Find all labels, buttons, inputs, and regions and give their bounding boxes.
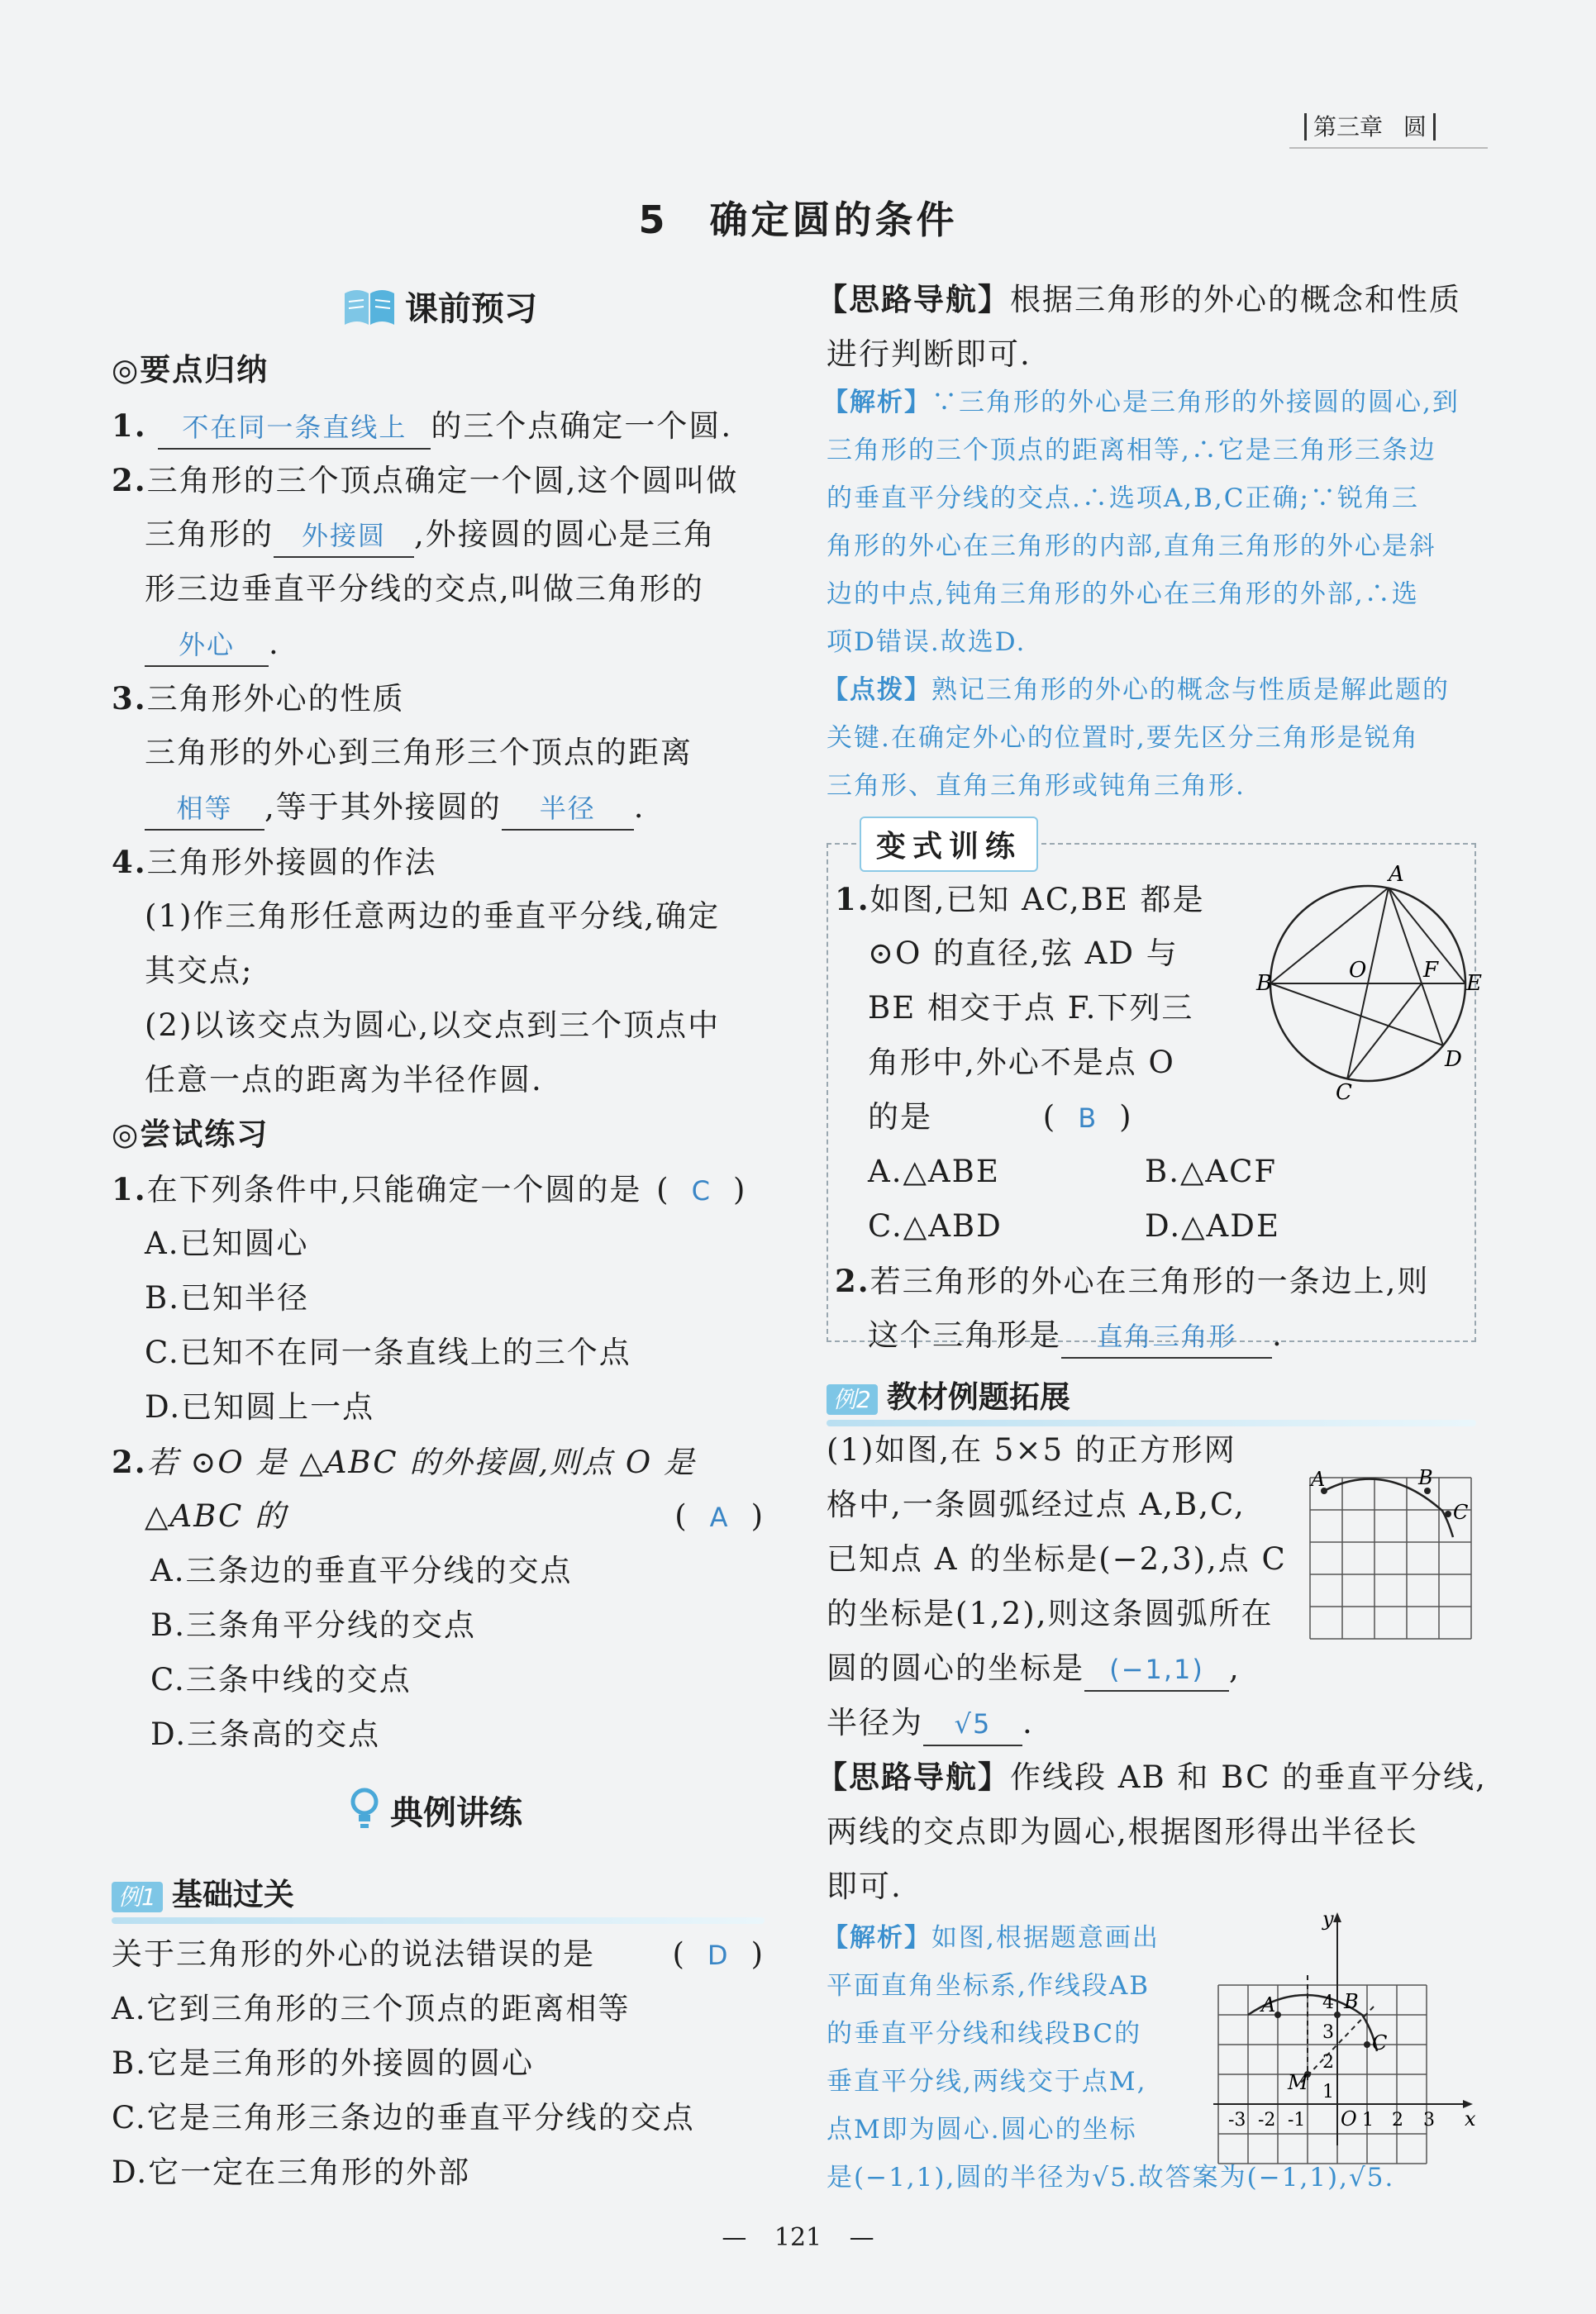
point-1-num: 1. — [112, 407, 147, 444]
v1-line-4: 角形中,外心不是点 O — [868, 1045, 1175, 1080]
point-2-end: . — [269, 626, 280, 661]
chapter-label: 第三章 — [1304, 113, 1383, 140]
ex2-line-6 — [827, 1696, 1034, 1750]
v1-line-2: ⊙O 的直径,弦 AD 与 — [868, 936, 1179, 971]
x-tick-neg2: -2 — [1258, 2110, 1276, 2131]
page-title — [0, 190, 1596, 245]
ex1-option-d: D.它一定在三角形的外部 — [112, 2154, 471, 2190]
q2-option-c: C.三条中线的交点 — [150, 1662, 412, 1697]
point-3-title — [112, 671, 405, 726]
ex1-text: 关于三角形的外心的说法错误的是 — [112, 1936, 595, 1972]
solution-2-line-3: 的垂直平分线和线段BC的 — [827, 2019, 1142, 2049]
v1-line-3: BE 相交于点 F.下列三 — [868, 990, 1194, 1026]
point-3-num: 3. — [112, 680, 147, 717]
arc-abc — [1324, 1479, 1453, 1537]
v2-line-2 — [868, 1308, 1284, 1363]
solution-2-label: 【解析】 — [822, 1923, 931, 1953]
nav-1-text: 根据三角形的外心的概念和性质 — [1010, 282, 1461, 317]
example-1-title: 基础过关 — [171, 1877, 294, 1912]
q2-answer: A — [709, 1502, 730, 1533]
nav-2-text-1: 作线段 AB 和 BC 的垂直平分线, — [1010, 1759, 1487, 1795]
tip-label: 【点拨】 — [822, 675, 931, 705]
axis-label-y: y — [1322, 1907, 1334, 1931]
tip-line-1 — [822, 666, 1450, 714]
coord-label-b: B — [1344, 1990, 1359, 2013]
example-1-bar — [112, 1917, 765, 1924]
variant-title — [860, 817, 1038, 872]
nav-1-line-2: 进行判断即可. — [827, 336, 1031, 372]
tip-line-2: 关键.在确定外心的位置时,要先区分三角形是锐角 — [827, 723, 1419, 753]
x-tick-3: 3 — [1423, 2110, 1435, 2131]
point-4-line-2: 其交点; — [145, 953, 254, 988]
coord-point-c — [1364, 2041, 1370, 2048]
axis-label-x: x — [1465, 2107, 1476, 2131]
nav-2-line-2: 两线的交点即为圆心,根据图形得出半径长 — [827, 1814, 1418, 1850]
solution-1-line-4: 角形的外心在三角形的内部,直角三角形的外心是斜 — [827, 531, 1436, 561]
v2-text-1: 若三角形的外心在三角形的一条边上,则 — [869, 1264, 1430, 1299]
grid-lines — [1310, 1478, 1471, 1639]
q1-num: 1. — [112, 1171, 147, 1207]
solution-1-line-2: 三角形的三个顶点的距离相等,∴它是三角形三条边 — [827, 436, 1436, 465]
point-1-answer: 不在同一条直线上 — [158, 407, 431, 450]
label-d: D — [1445, 1047, 1462, 1072]
q1-text: 在下列条件中,只能确定一个圆的是 — [146, 1172, 642, 1207]
x-tick-2: 2 — [1392, 2110, 1403, 2131]
point-3-end: . — [633, 789, 646, 825]
solution-1-line-1 — [822, 379, 1460, 426]
solution-2-line-5: 点M即为圆心.圆心的坐标 — [827, 2115, 1137, 2145]
solution-2-line-4: 垂直平分线,两线交于点M, — [827, 2067, 1147, 2097]
point-1 — [112, 398, 732, 454]
point-2-text-1: 三角形的三个顶点确定一个圆,这个圆叫做 — [146, 463, 739, 498]
solution-2-text-1: 如图,根据题意画出 — [931, 1923, 1160, 1953]
x-tick-1: 1 — [1362, 2110, 1374, 2131]
v1-text-1: 如图,已知 AC,BE 都是 — [869, 882, 1205, 917]
ex2-answer-1: (−1,1) — [1084, 1649, 1229, 1692]
q1-option-b: B.已知半径 — [145, 1280, 309, 1316]
solution-1-label: 【解析】 — [822, 388, 931, 417]
point-3-line-2 — [145, 780, 646, 835]
q1-option-c: C.已知不在同一条直线上的三个点 — [145, 1335, 631, 1370]
v1-line-1 — [835, 872, 1205, 927]
point-3-title-text: 三角形外心的性质 — [146, 681, 405, 717]
point-4-title — [112, 835, 437, 890]
q1-answer: C — [691, 1175, 712, 1207]
point-4-line-4: 任意一点的距离为半径作圆. — [145, 1062, 543, 1097]
point-2-line-1 — [112, 453, 738, 508]
circle-figure — [1256, 862, 1482, 1105]
point-3-answer-1: 相等 — [145, 788, 264, 831]
examples-heading-text: 典例讲练 — [390, 1793, 522, 1832]
point-3-text-2: ,等于其外接圆的 — [264, 789, 502, 825]
y-tick-1: 1 — [1322, 2082, 1334, 2102]
q2-option-b: B.三条角平分线的交点 — [150, 1607, 476, 1643]
point-4-line-3: (2)以该交点为圆心,以交点到三个顶点中 — [145, 1007, 721, 1043]
label-b: B — [1256, 971, 1273, 996]
example-2-tag: 例2 — [827, 1384, 878, 1415]
label-o: O — [1349, 958, 1367, 983]
point-2-line-4 — [145, 617, 280, 671]
point-4-num: 4. — [112, 844, 147, 880]
v1-answer: B — [1078, 1102, 1098, 1134]
tip-text-1: 熟记三角形的外心的概念与性质是解此题的 — [931, 675, 1450, 705]
variant-title-text: 变式训练 — [876, 830, 1022, 864]
solution-2-line-6: 是(−1,1),圆的半径为√5.故答案为(−1,1),√5. — [827, 2163, 1395, 2193]
practice-q1: 1.在下列条件中,只能确定一个圆的是 ( C ) — [112, 1171, 747, 1207]
v2-num: 2. — [835, 1263, 870, 1299]
coord-label-m: M — [1288, 2071, 1308, 2094]
chapter-topic: 圆 — [1403, 113, 1436, 140]
ex1-answer: D — [707, 1940, 730, 1971]
solution-2-line-1 — [822, 1914, 1160, 1962]
key-points-title: ◎要点归纳 — [112, 352, 269, 388]
q2-text-2: △ABC 的 — [145, 1498, 288, 1534]
point-3-line-1: 三角形的外心到三角形三个顶点的距离 — [145, 735, 693, 770]
point-2-answer-2: 外心 — [145, 624, 269, 667]
ex2-line-3: 已知点 A 的坐标是(−2,3),点 C — [827, 1541, 1287, 1577]
v1-option-d: D.△ADE — [1145, 1208, 1280, 1244]
axis-label-origin: O — [1341, 2107, 1357, 2131]
point-2-num: 2. — [112, 462, 147, 498]
ex2-answer-2: √5 — [923, 1703, 1022, 1746]
y-tick-2: 2 — [1322, 2052, 1334, 2073]
label-c: C — [1336, 1080, 1352, 1105]
ex1-option-a: A.它到三角形的三个顶点的距离相等 — [112, 1991, 631, 2026]
ex2-line-2: 格中,一条圆弧经过点 A,B,C, — [827, 1487, 1246, 1522]
v1-text-5: 的是 — [868, 1099, 932, 1135]
y-tick-3: 3 — [1322, 2022, 1334, 2043]
v1-option-c: C.△ABD — [868, 1208, 1003, 1244]
coordinate-figure — [1212, 1909, 1476, 2149]
nav-2-label: 【思路导航】 — [817, 1759, 1010, 1795]
solution-1-line-3: 的垂直平分线的交点.∴选项A,B,C正确;∵锐角三 — [827, 483, 1419, 513]
label-e: E — [1466, 971, 1482, 996]
ex2-text-6: 半径为 — [827, 1705, 923, 1740]
preview-heading-text: 课前预习 — [405, 290, 537, 328]
lightbulb-icon — [347, 1785, 382, 1835]
ex1-option-b: B.它是三角形的外接圆的圆心 — [112, 2045, 534, 2081]
solution-1-text-1: ∵三角形的外心是三角形的外接圆的圆心,到 — [931, 388, 1460, 417]
point-3-answer-2: 半径 — [502, 788, 634, 831]
example-1-tag: 例1 — [112, 1882, 163, 1912]
ex2-text-6-end: . — [1022, 1705, 1034, 1740]
q1-option-a: A.已知圆心 — [145, 1226, 309, 1261]
x-tick-neg3: -3 — [1228, 2110, 1246, 2131]
grid-label-b: B — [1418, 1466, 1433, 1489]
nav-1-line-1 — [817, 273, 1461, 327]
grid-figure — [1306, 1461, 1479, 1643]
header-rule — [1289, 147, 1488, 149]
section-title: 确定圆的条件 — [709, 198, 958, 242]
ex2-text-5-end: , — [1229, 1650, 1241, 1686]
q2-option-a: A.三条边的垂直平分线的交点 — [150, 1553, 573, 1588]
point-2-line-3: 形三边垂直平分线的交点,叫做三角形的 — [145, 571, 704, 607]
q2-num: 2. — [112, 1444, 147, 1480]
point-4-title-text: 三角形外接圆的作法 — [146, 845, 437, 880]
point-c — [1445, 1511, 1451, 1517]
point-2-answer-1: 外接圆 — [274, 515, 414, 558]
v1-option-b: B.△ACF — [1145, 1154, 1278, 1189]
nav-2-line-3: 即可. — [827, 1869, 903, 1904]
label-a: A — [1389, 862, 1404, 887]
v2-end: . — [1272, 1317, 1284, 1353]
v1-num: 1. — [835, 881, 870, 917]
v2-line-1 — [835, 1254, 1429, 1309]
section-number: 5 — [638, 198, 669, 242]
point-1-text: 的三个点确定一个圆. — [431, 408, 733, 444]
page-footer: — 121 — — [722, 2223, 874, 2252]
coord-label-c: C — [1372, 2031, 1388, 2055]
solution-1-line-5: 边的中点,钝角三角形的外心在三角形的外部,∴选 — [827, 579, 1419, 609]
v2-answer: 直角三角形 — [1061, 1316, 1272, 1359]
grid-label-a: A — [1311, 1468, 1326, 1491]
preview-heading — [341, 283, 537, 330]
ex2-line-4: 的坐标是(1,2),则这条圆弧所在 — [827, 1596, 1274, 1631]
nav-2-line-1 — [817, 1750, 1487, 1805]
ex1-option-c: C.它是三角形三条边的垂直平分线的交点 — [112, 2100, 695, 2135]
grid-label-c: C — [1453, 1501, 1469, 1524]
v2-text-2: 这个三角形是 — [868, 1317, 1061, 1353]
nav-1-label: 【思路导航】 — [817, 282, 1010, 317]
tip-line-3: 三角形、直角三角形或钝角三角形. — [827, 771, 1246, 801]
example-1-question: 关于三角形的外心的说法错误的是 ( D ) — [112, 1936, 765, 1972]
y-axis-arrow — [1333, 1912, 1341, 1922]
coord-label-a: A — [1261, 1993, 1276, 2016]
ex2-line-1: (1)如图,在 5×5 的正方形网 — [827, 1432, 1236, 1468]
practice-q2 — [112, 1435, 696, 1490]
point-2-text-2a: 三角形的 — [145, 517, 274, 552]
point-2-line-2 — [145, 507, 716, 562]
examples-heading — [347, 1785, 522, 1835]
example-2-title: 教材例题拓展 — [886, 1379, 1070, 1415]
solution-1-line-6: 项D错误.故选D. — [827, 627, 1027, 657]
practice-q2-line-2: △ABC 的 ( A ) — [145, 1498, 765, 1534]
v1-option-a: A.△ABE — [868, 1154, 1000, 1189]
q1-option-d: D.已知圆上一点 — [145, 1389, 375, 1425]
example-1-header — [112, 1869, 765, 1924]
point-4-line-1: (1)作三角形任意两边的垂直平分线,确定 — [145, 898, 721, 934]
q2-option-d: D.三条高的交点 — [150, 1716, 381, 1752]
ex2-line-5 — [827, 1641, 1241, 1696]
coord-point-b — [1334, 2012, 1341, 2018]
label-f: F — [1423, 958, 1439, 983]
practice-title: ◎尝试练习 — [112, 1117, 269, 1152]
point-2-text-2b: ,外接圆的圆心是三角 — [414, 517, 716, 552]
page-number: 121 — [774, 2223, 822, 2252]
solution-2-line-2: 平面直角坐标系,作线段AB — [827, 1971, 1151, 2001]
example-2-header — [827, 1372, 1476, 1426]
v1-line-5: 的是 ( B ) — [868, 1099, 1133, 1135]
chapter-header — [1304, 109, 1436, 142]
y-tick-4: 4 — [1322, 1993, 1334, 2013]
q2-text-1: 若 ⊙O 是 △ABC 的外接圆,则点 O 是 — [146, 1445, 696, 1480]
open-book-icon — [341, 283, 398, 330]
ex2-text-5: 圆的圆心的坐标是 — [827, 1650, 1084, 1686]
x-tick-neg1: -1 — [1288, 2110, 1306, 2131]
